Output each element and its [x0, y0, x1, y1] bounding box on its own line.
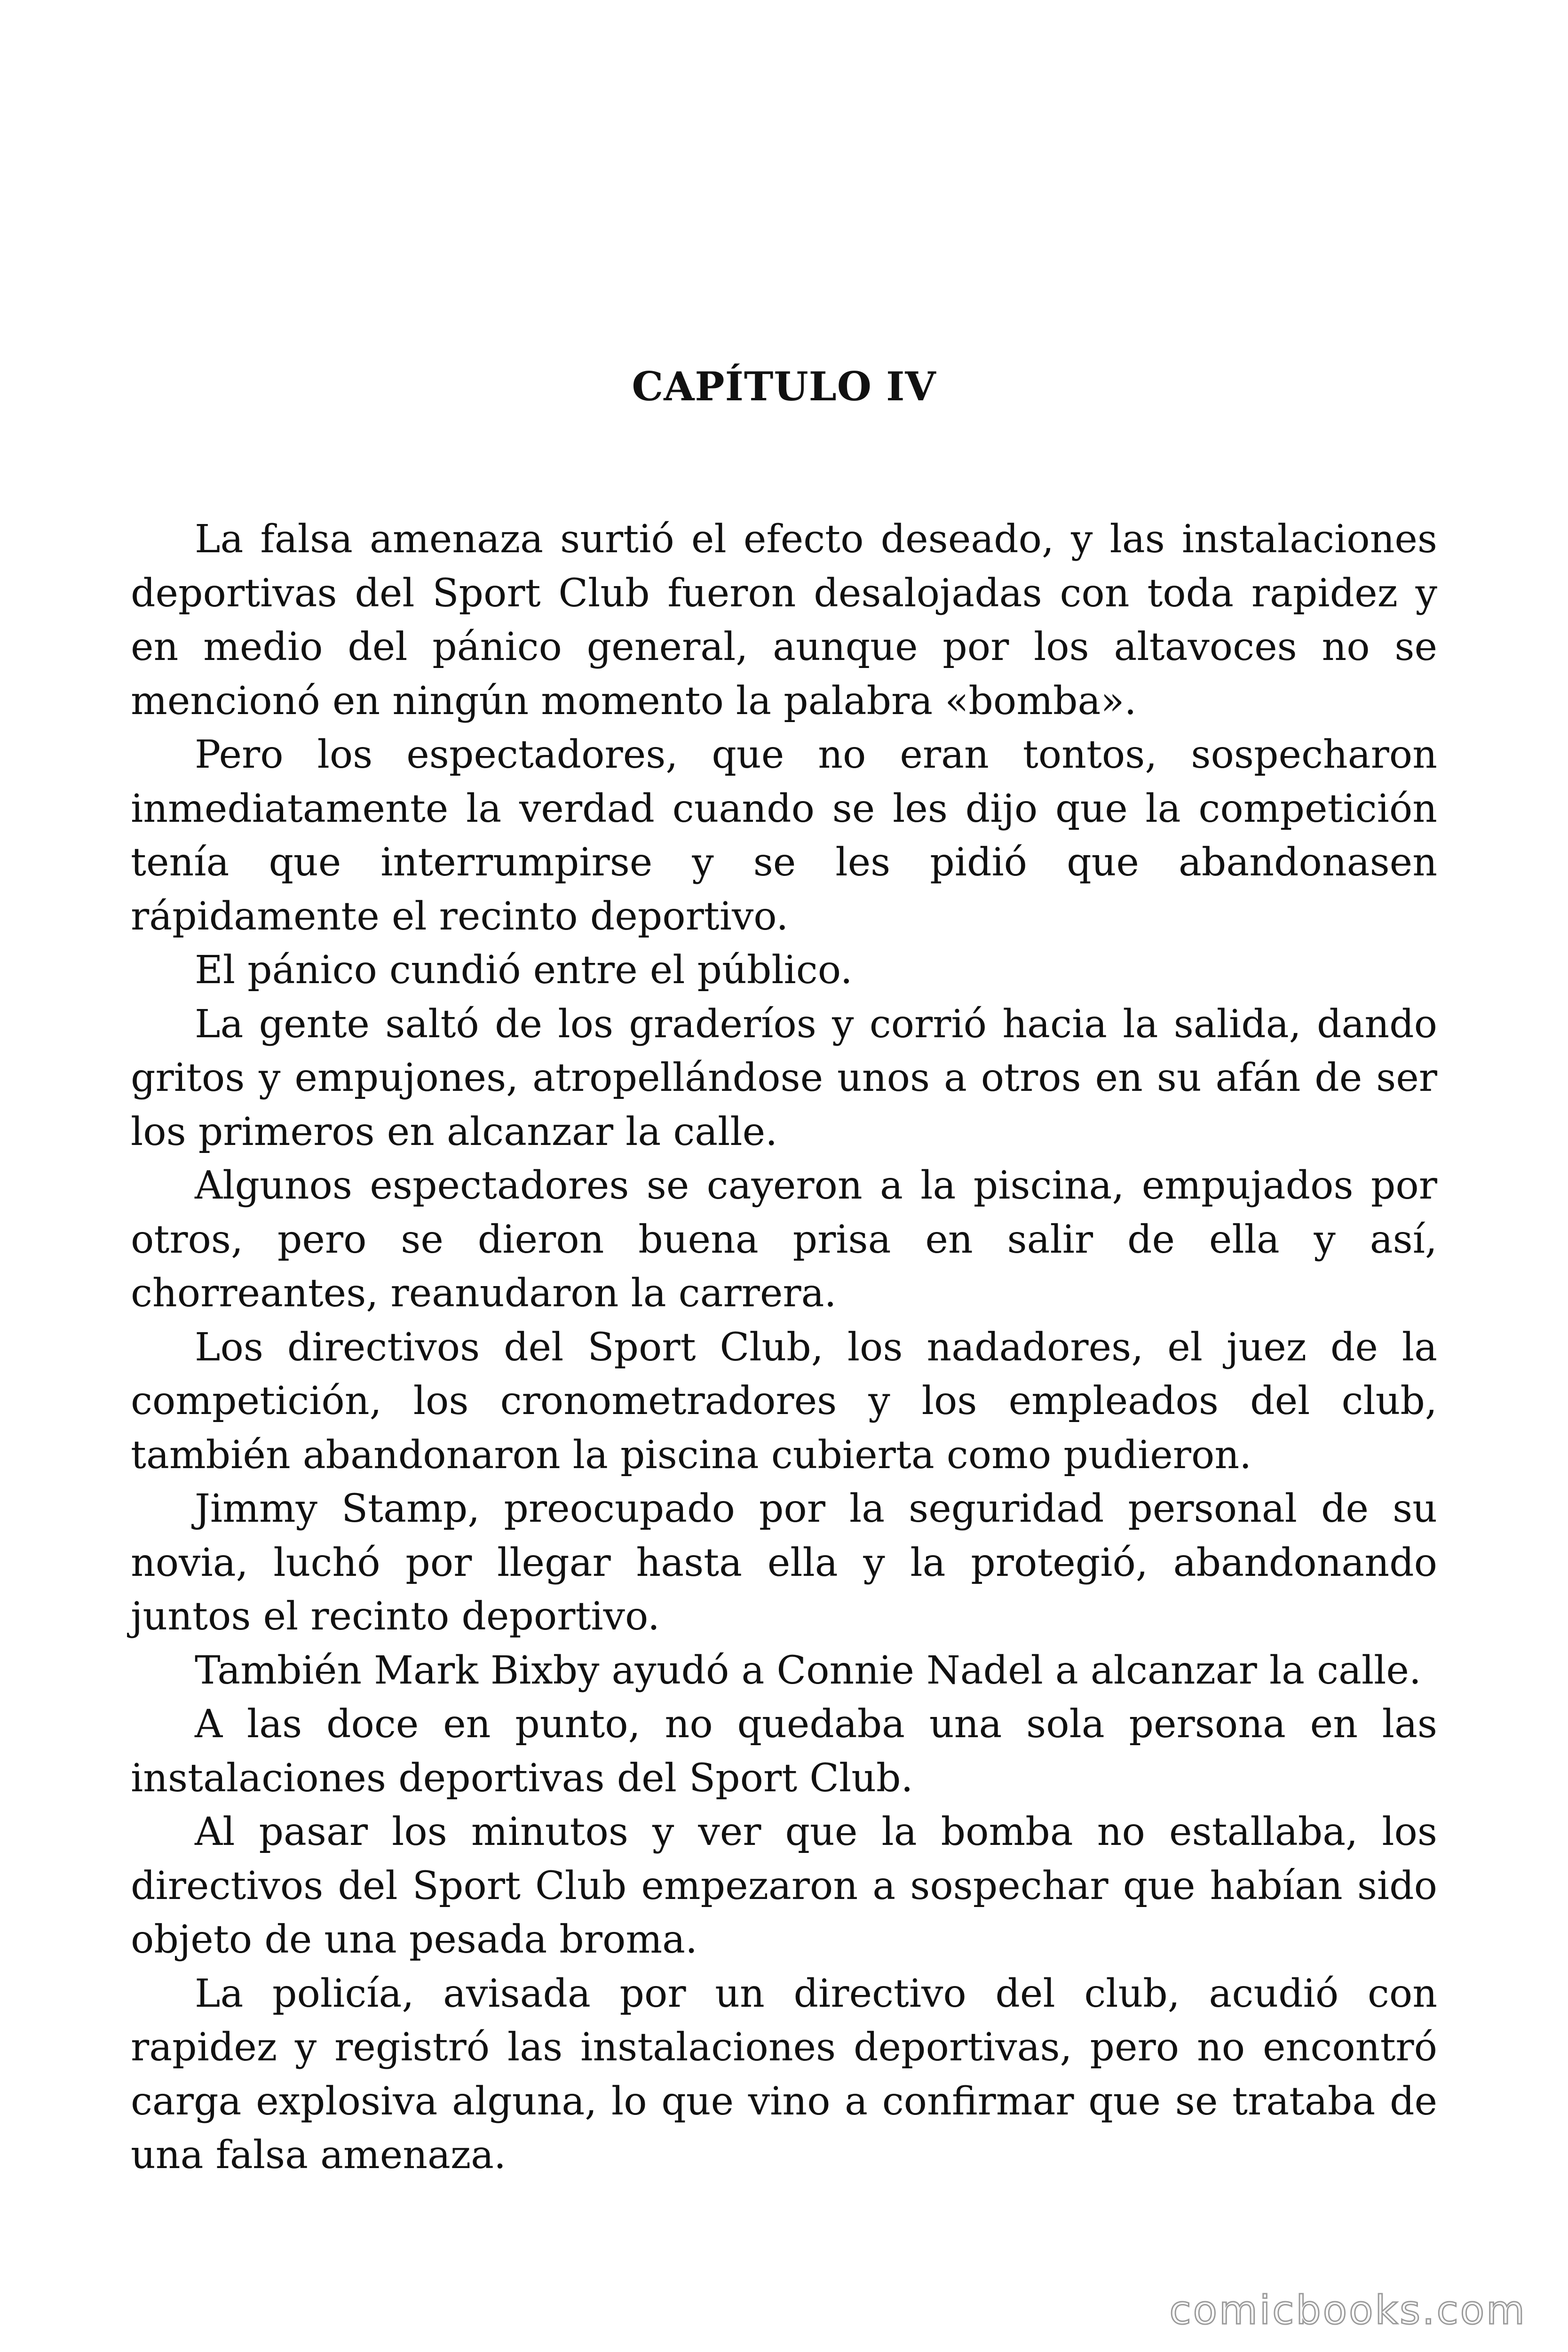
paragraph: Jimmy Stamp, preocupado por la seguridad personal de su novia, luchó por llegar hasta ella y la protegió, abandonando juntos el recinto deportivo. [131, 1486, 1437, 1639]
paragraph: Pero los espectadores, que no eran tontos, sospecharon inmediatamente la verdad cuando se les dijo que la competición tenía que interrumpirse y se les pidió que abandonasen rápidamente el recinto deportivo. [131, 732, 1437, 939]
watermark: comicbooks.com [1169, 2287, 1527, 2333]
paragraph: Los directivos del Sport Club, los nadadores, el juez de la competición, los cronometradores y los empleados del club, también abandonaron la piscina cubierta como pudieron. [131, 1325, 1437, 1478]
paragraph: La gente saltó de los graderíos y corrió hacia la salida, dando gritos y empujones, atropellándose unos a otros en su afán de ser los primeros en alcanzar la calle. [131, 1001, 1437, 1154]
paragraph: La falsa amenaza surtió el efecto deseado, y las instalaciones deportivas del Sport Club fueron desalojadas con toda rapidez y en medio del pánico general, aunque por los altavoces no se mencionó en ningún momento la palabra «bomba». [131, 517, 1437, 723]
chapter-title: CAPÍTULO IV [632, 363, 936, 410]
paragraph: Algunos espectadores se cayeron a la piscina, empujados por otros, pero se dieron buena prisa en salir de ella y así, chorreantes, reanudaron la carrera. [131, 1163, 1437, 1316]
paragraph: También Mark Bixby ayudó a Connie Nadel a alcanzar la calle. [195, 1648, 1421, 1693]
paragraph: La policía, avisada por un directivo del club, acudió con rapidez y registró las instalaciones deportivas, pero no encontró carga explosiva alguna, lo que vino a confirmar que se trataba de una falsa amenaza. [131, 1971, 1437, 2177]
paragraph: El pánico cundió entre el público. [195, 948, 853, 993]
paragraph: Al pasar los minutos y ver que la bomba no estallaba, los directivos del Sport Club empezaron a sospechar que habían sido objeto de una pesada broma. [131, 1810, 1437, 1962]
chapter-body [131, 513, 1437, 2183]
paragraph: A las doce en punto, no quedaba una sola persona en las instalaciones deportivas del Sport Club. [131, 1702, 1437, 1801]
